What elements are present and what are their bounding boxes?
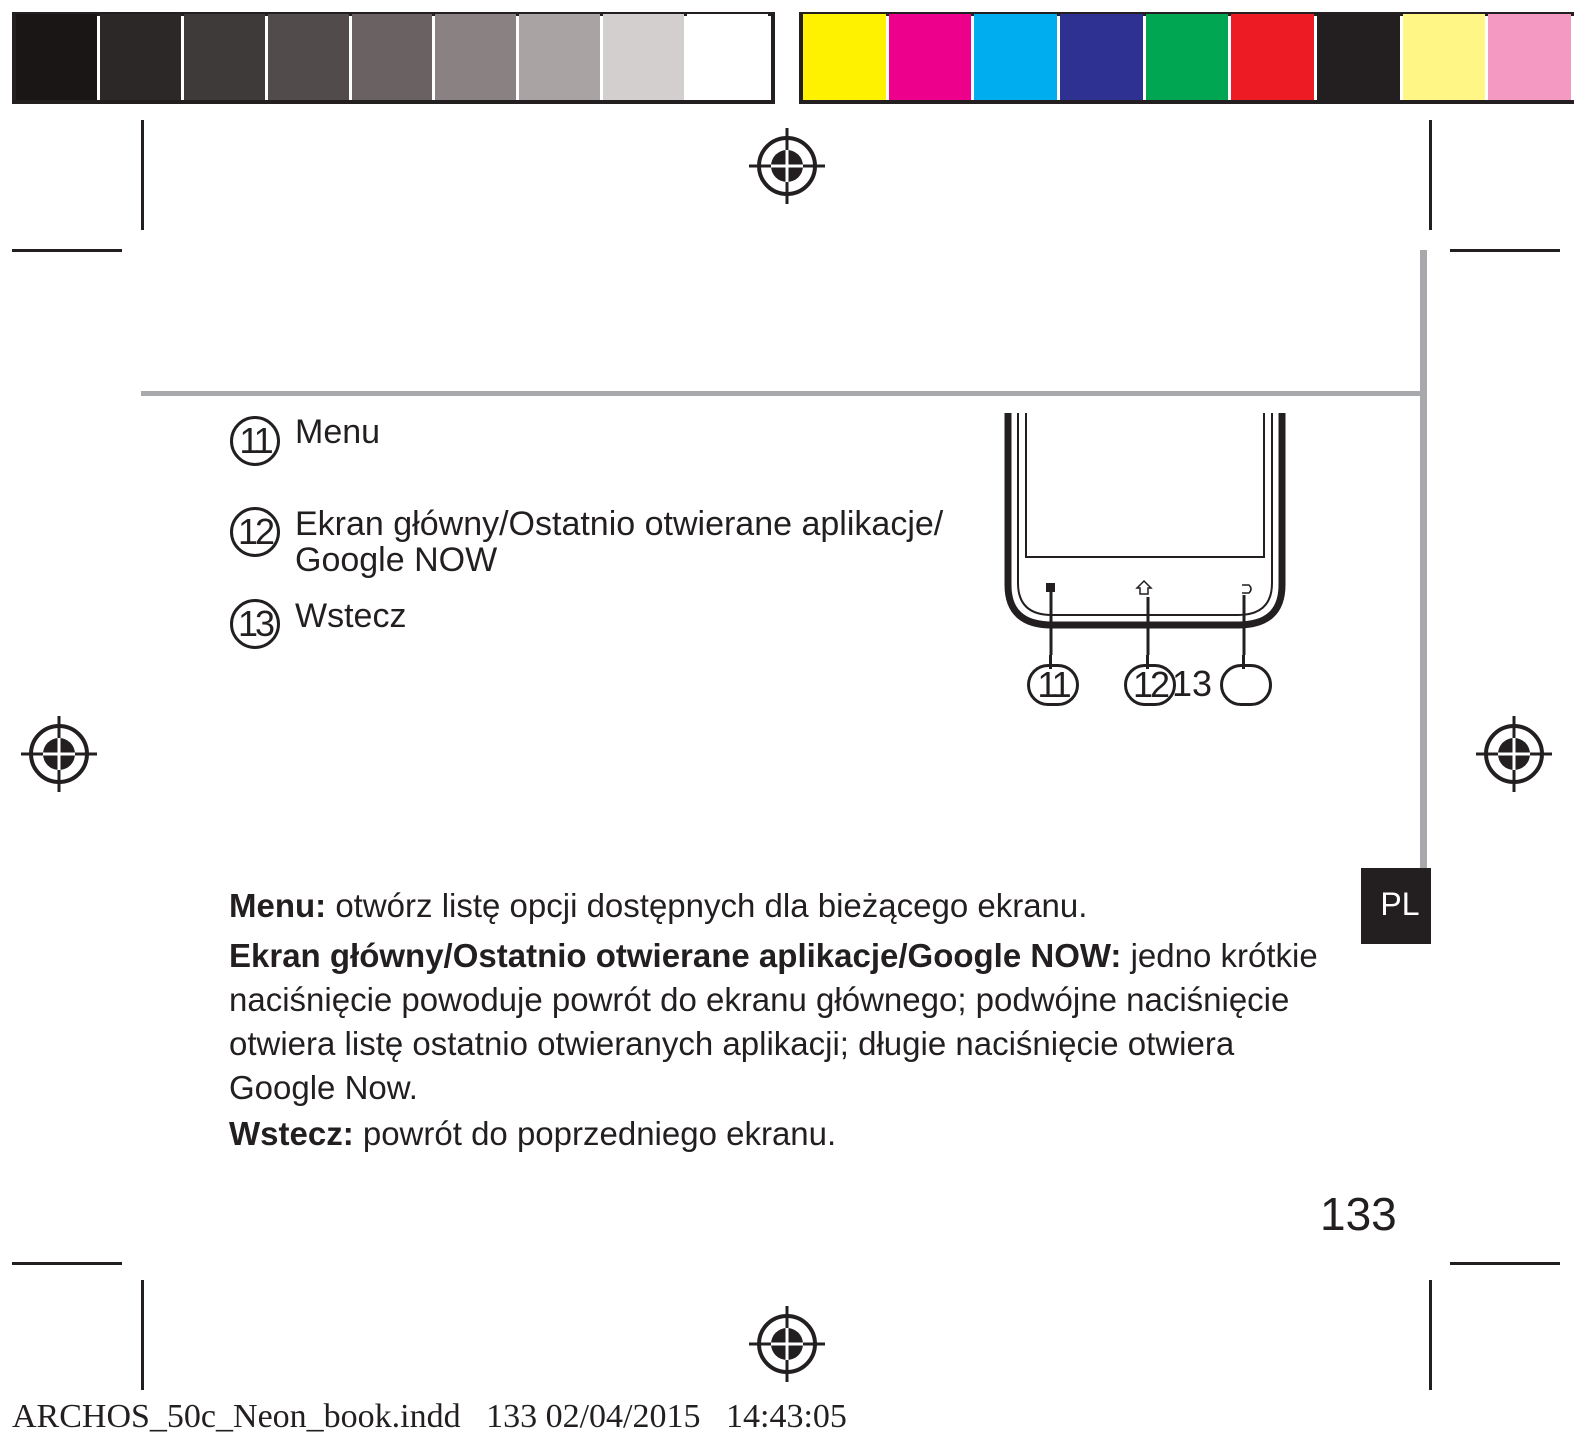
slug-line: ARCHOS_50c_Neon_book.indd 133 02/04/2015 14:43:05 — [12, 1398, 847, 1435]
crop-mark-icon — [141, 1280, 144, 1390]
color-swatch — [974, 14, 1057, 100]
page-number: 133 — [1320, 1188, 1397, 1240]
crop-mark-icon — [1429, 1280, 1432, 1390]
menu-description — [229, 884, 1339, 928]
crop-mark-icon — [12, 249, 122, 252]
legend-number: 11 — [230, 416, 280, 466]
phone-outline-icon — [990, 405, 1300, 655]
language-tab-label: PL — [1380, 886, 1420, 922]
gray-swatch — [184, 14, 265, 100]
crop-mark-icon — [12, 1262, 122, 1265]
menu-text: otwórz listę opcji dostępnych dla bieżącego ekranu. — [326, 887, 1088, 924]
color-swatch — [1146, 14, 1229, 100]
side-rule — [1420, 250, 1427, 870]
legend-label: Menu — [295, 413, 381, 451]
gray-swatch — [519, 14, 600, 100]
gray-swatch — [687, 14, 768, 100]
registration-mark-icon — [749, 128, 825, 204]
back-text: powrót do poprzedniego ekranu. — [353, 1115, 837, 1152]
home-key-icon — [1137, 581, 1151, 594]
legend-number: 12 — [230, 507, 280, 557]
gray-swatch — [603, 14, 684, 100]
callout-empty-circle — [1220, 664, 1272, 706]
color-swatch — [1060, 14, 1143, 100]
color-swatch — [803, 14, 886, 100]
back-description — [229, 1112, 1339, 1156]
color-swatch — [1231, 14, 1314, 100]
gray-swatch — [100, 14, 181, 100]
gray-swatch — [435, 14, 516, 100]
back-term: Wstecz: — [229, 1115, 354, 1152]
section-rule — [141, 391, 1425, 396]
color-swatch — [889, 14, 972, 100]
crop-mark-icon — [1429, 120, 1432, 230]
registration-mark-icon — [749, 1306, 825, 1382]
home-term: Ekran główny/Ostatnio otwierane aplikacje/Google NOW: — [229, 937, 1122, 974]
callout-number: 13 — [1172, 663, 1213, 704]
color-swatch — [1317, 14, 1400, 100]
crop-mark-icon — [1450, 249, 1560, 252]
crop-mark-icon — [1450, 1262, 1560, 1265]
callout-number: 12 — [1124, 664, 1176, 706]
crop-mark-icon — [141, 120, 144, 230]
legend-label: Ekran główny/Ostatnio otwierane aplikacje/ — [295, 505, 944, 543]
back-key-icon — [1242, 585, 1251, 593]
gray-swatch — [352, 14, 433, 100]
legend-number: 13 — [230, 599, 280, 649]
callout-number: 11 — [1027, 664, 1079, 706]
home-text: jedno krótkie naciśnięcie powoduje powrót do ekranu głównego; podwójne naciśnięcie otwiera listę ostatnio otwieranych aplikacji; długie naciśnięcie otwiera Google Now. — [229, 937, 1318, 1106]
legend-label: Wstecz — [295, 597, 407, 635]
menu-term: Menu: — [229, 887, 327, 924]
gray-swatch — [268, 14, 349, 100]
registration-mark-icon — [1476, 716, 1552, 792]
home-description — [229, 934, 1339, 1110]
registration-mark-icon — [21, 716, 97, 792]
legend-label: Google NOW — [295, 541, 498, 579]
gray-swatch — [16, 14, 97, 100]
color-swatch — [1488, 14, 1571, 100]
color-swatch — [1403, 14, 1486, 100]
menu-key-icon — [1046, 583, 1055, 592]
